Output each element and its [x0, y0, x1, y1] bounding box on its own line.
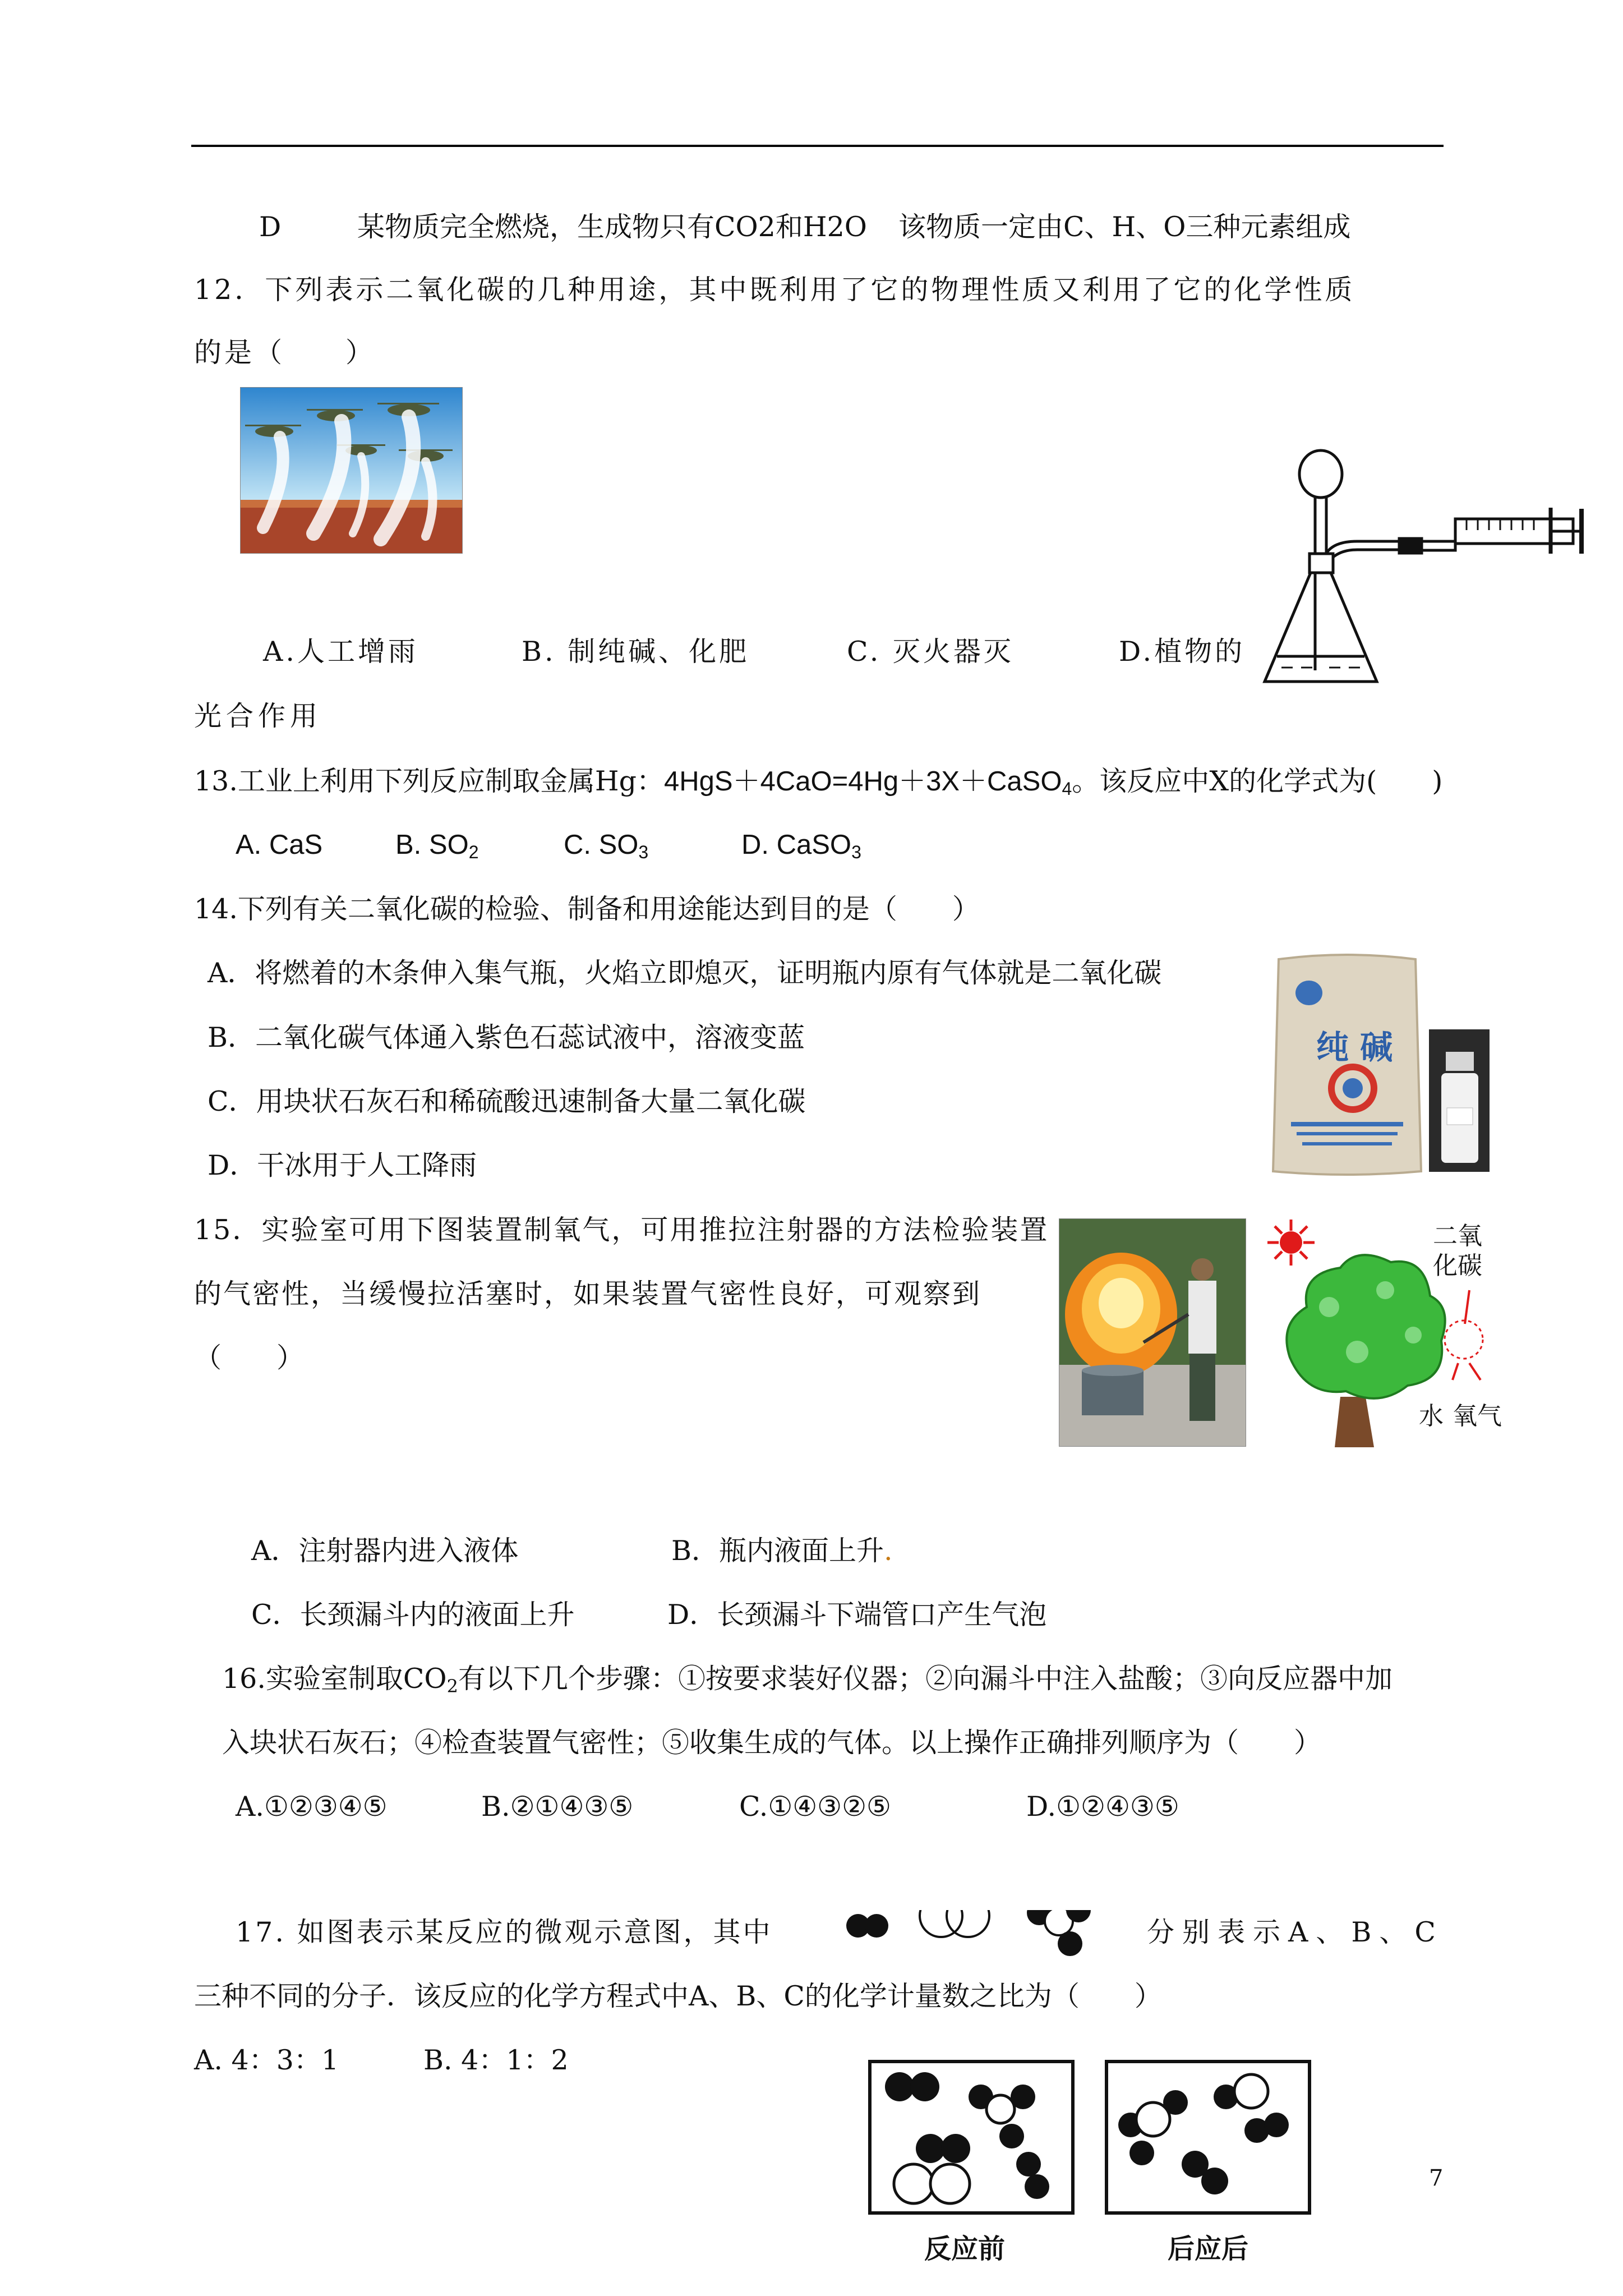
q17-option-a: A. 4：3：1	[194, 2044, 339, 2076]
q13-option-a: A. CaS	[236, 830, 323, 860]
q12-stem-line2: 的是（ ）	[194, 337, 376, 369]
q13-option-c-sub: 3	[638, 842, 649, 862]
q13-option-d-sub: 3	[851, 842, 861, 862]
after-reaction-label: 后应后	[1168, 2233, 1249, 2265]
q16-option-d: D.①②④③⑤	[1026, 1791, 1179, 1823]
fire-extinguisher-image	[1059, 1218, 1246, 1447]
q14-option-d: D．干冰用于人工降雨	[208, 1149, 477, 1181]
q16-stem-sub: 2	[446, 1676, 458, 1697]
before-reaction-label: 反应前	[924, 2233, 1006, 2265]
q15-option-b-text: B．瓶内液面上升	[671, 1535, 884, 1567]
q13-equation-sub: 4	[1062, 779, 1072, 799]
soda-bag-label: 纯 碱	[1316, 1028, 1393, 1066]
q15-option-b	[671, 1537, 893, 1565]
tree-label-co2-line2: 化碳	[1433, 1251, 1482, 1280]
before-reaction-box	[868, 2060, 1075, 2215]
q15-option-d: D．长颈漏斗下端管口产生气泡	[667, 1599, 1047, 1631]
q13-option-d	[741, 831, 861, 861]
page-number: 7	[1429, 2165, 1444, 2191]
header-rule	[191, 145, 1444, 147]
sodium-carbonate-bottle-image	[1429, 1029, 1490, 1172]
q13-option-c-text: C. SO	[564, 830, 639, 860]
q11-option-d-conclusion: 该物质一定由C、H、O三种元素组成	[898, 211, 1351, 243]
molecule-a-icon	[846, 1914, 888, 1938]
molecule-c-icon	[1027, 1910, 1091, 1956]
q15-stem-line2: 的气密性，当缓慢拉活塞时，如果装置气密性良好，可观察到	[194, 1278, 982, 1310]
q17-stem-line2: 三种不同的分子．该反应的化学方程式中A、B、C的化学计量数之比为（ ）	[194, 1980, 1162, 2012]
q16-option-b: B.②①④③⑤	[481, 1791, 634, 1823]
q17-stem-pre: 17. 如图表示某反应的微观示意图，其中	[236, 1916, 773, 1948]
q11-option-d-letter: D	[259, 211, 282, 243]
q12-option-d: D.植物的	[1119, 636, 1246, 668]
q13-equation	[664, 766, 1072, 797]
q15-stem-line3: （ ）	[194, 1342, 305, 1374]
q14-option-a: A．将燃着的木条伸入集气瓶，火焰立即熄灭，证明瓶内原有气体就是二氧化碳	[208, 957, 1162, 989]
q17-molecule-legend	[846, 1910, 1137, 1989]
tree-photosynthesis-image	[1256, 1212, 1503, 1453]
q13-option-c	[564, 831, 648, 861]
q12-option-a: A.人工增雨	[263, 636, 418, 668]
tree-label-co2-line1: 二氧	[1433, 1222, 1482, 1250]
after-reaction-box	[1105, 2060, 1311, 2215]
q15-stem-line1: 15．实验室可用下图装置制氧气，可用推拉注射器的方法检验装置	[194, 1214, 1049, 1246]
soda-ash-bag-image	[1269, 954, 1426, 1177]
q14-option-b: B．二氧化碳气体通入紫色石蕊试液中，溶液变蓝	[208, 1022, 805, 1053]
q16-option-c: C.①④③②⑤	[739, 1791, 891, 1823]
artificial-rain-image	[240, 387, 463, 554]
q13-option-b-text: B. SO	[395, 830, 469, 860]
q13-stem-pre: 13.工业上利用下列反应制取金属Hg：	[194, 765, 665, 797]
q12-option-b: B. 制纯碱、化肥	[522, 636, 750, 668]
q12-option-c: C. 灭火器灭	[847, 636, 1014, 668]
q12-stem-line1: 12．下列表示二氧化碳的几种用途，其中既利用了它的物理性质又利用了它的化学性质	[194, 274, 1355, 306]
q14-stem: 14.下列有关二氧化碳的检验、制备和用途能达到目的是（ ）	[194, 893, 980, 925]
q17-stem-post: 分别表示A、B、C	[1147, 1916, 1444, 1948]
q15-option-a: A．注射器内进入液体	[251, 1535, 519, 1567]
q16-stem-line1	[222, 1665, 1393, 1695]
flask-syringe-apparatus	[1259, 446, 1596, 698]
q16-stem-line2: 入块状石灰石；④检查装置气密性；⑤收集生成的气体。以上操作正确排列顺序为（ ）	[222, 1727, 1322, 1759]
q17-option-b: B. 4：1：2	[423, 2044, 569, 2076]
tree-label-oxygen: 氧气	[1453, 1402, 1502, 1430]
q13-equation-main: 4HgS＋4CaO=4Hg＋3X＋CaSO	[664, 766, 1062, 797]
q14-option-c: C．用块状石灰石和稀硫酸迅速制备大量二氧化碳	[208, 1085, 806, 1117]
tree-label-water: 水	[1419, 1402, 1444, 1430]
q11-option-d-statement: 某物质完全燃烧，生成物只有CO2和H2O	[357, 211, 867, 243]
q13-option-b	[395, 831, 479, 861]
q16-option-a: A.①②③④⑤	[236, 1791, 388, 1823]
molecule-b-icon	[920, 1910, 989, 1937]
q13-option-b-sub: 2	[468, 842, 479, 862]
q16-stem-pre: 16.实验室制取CO	[222, 1663, 447, 1695]
q13-option-d-text: D. CaSO	[741, 830, 852, 860]
q13-stem	[194, 767, 1442, 798]
q13-stem-post: 。该反应中X的化学式为( )	[1072, 765, 1443, 797]
q12-option-d-continued: 光合作用	[194, 700, 322, 732]
q15-option-c: C．长颈漏斗内的液面上升	[251, 1599, 575, 1631]
tree-label-co2	[1433, 1222, 1482, 1281]
q15-option-b-dot: .	[884, 1535, 893, 1567]
q16-stem-post: 有以下几个步骤：①按要求装好仪器；②向漏斗中注入盐酸；③向反应器中加	[458, 1663, 1393, 1695]
